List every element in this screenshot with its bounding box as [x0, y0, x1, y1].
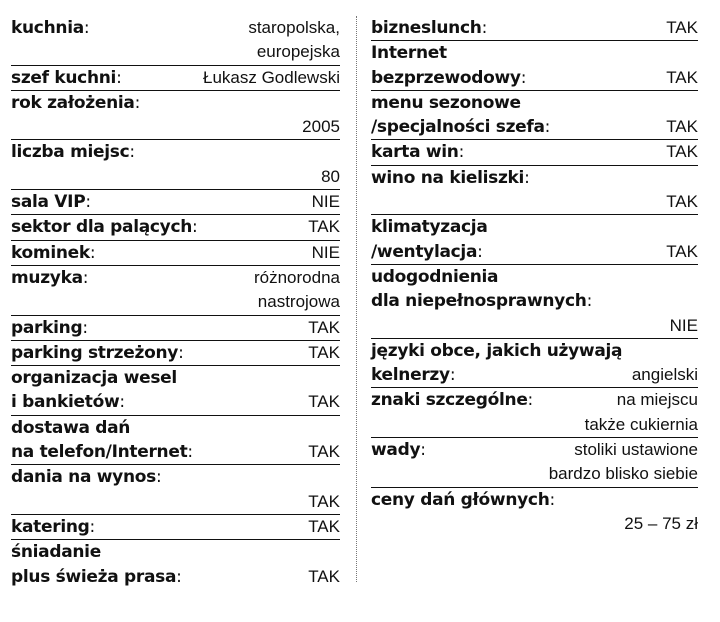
info-value: TAK: [666, 18, 698, 37]
info-value: także cukiernia: [584, 414, 698, 434]
info-label-text: dla niepełnosprawnych: [371, 291, 587, 312]
info-label: [371, 438, 426, 462]
info-value: TAK: [666, 142, 698, 162]
info-label: [371, 488, 555, 512]
label-colon: :: [116, 67, 122, 88]
info-value: angielski: [631, 365, 698, 385]
label-colon: :: [85, 192, 91, 213]
info-row-line: [371, 363, 698, 387]
label-colon: :: [129, 142, 135, 163]
info-row-line: [11, 341, 340, 365]
info-row-line: [371, 91, 698, 115]
info-row-line: [11, 165, 340, 189]
info-row-line: [11, 390, 340, 414]
info-label: [371, 66, 526, 90]
info-row: [11, 16, 340, 66]
info-label-text: kuchnia: [11, 18, 84, 38]
info-row-line: [371, 289, 698, 313]
info-row: [371, 488, 698, 537]
info-label: [371, 339, 622, 363]
info-label-text: ceny dań głównych: [371, 489, 550, 510]
info-label-text: dania na wynos: [11, 467, 156, 488]
info-value: europejska: [256, 42, 340, 62]
info-label: [11, 416, 130, 440]
info-value: TAK: [308, 392, 340, 412]
label-colon: :: [119, 392, 125, 413]
label-colon: :: [178, 342, 184, 363]
info-label-text: sektor dla palących: [11, 217, 193, 238]
label-colon: :: [134, 92, 141, 113]
info-label-text: menu sezonowe: [371, 92, 521, 113]
info-row-line: [11, 440, 340, 464]
info-row-line: [11, 215, 340, 239]
info-row-line: [11, 241, 340, 265]
info-label: [11, 540, 101, 564]
info-row-line: [11, 266, 340, 290]
label-colon: :: [449, 365, 456, 386]
info-row: [11, 241, 340, 266]
info-label: [371, 41, 447, 65]
info-row: [11, 91, 340, 141]
info-row: [371, 166, 698, 216]
info-label: [11, 515, 95, 539]
info-label: [371, 289, 592, 313]
info-row: [11, 140, 340, 190]
info-label: [371, 240, 483, 264]
info-label: [371, 91, 521, 115]
info-row-line: [11, 416, 340, 440]
label-colon: :: [83, 18, 90, 38]
info-label: [11, 266, 88, 290]
info-value: TAK: [666, 241, 698, 261]
info-label-text: śniadanie: [11, 542, 101, 563]
info-row-line: [11, 190, 340, 214]
info-row-line: [11, 515, 340, 539]
label-colon: :: [527, 390, 533, 411]
info-row: [371, 41, 698, 91]
info-label: [11, 565, 182, 589]
info-label-text: muzyka: [11, 267, 83, 288]
info-label: [371, 363, 455, 387]
info-label-text: udogodnienia: [371, 266, 499, 287]
info-row-line: [11, 540, 340, 564]
info-label-text: kelnerzy: [371, 365, 450, 386]
info-row-line: [11, 16, 340, 40]
info-label: [11, 16, 89, 40]
info-label-text: /specjalności szefa: [371, 117, 545, 138]
label-colon: :: [524, 167, 530, 188]
info-label-text: karta win: [371, 142, 459, 163]
info-value: TAK: [308, 516, 340, 536]
label-colon: :: [544, 117, 551, 138]
info-row-line: [11, 290, 340, 314]
info-value: na miejscu: [616, 390, 698, 410]
info-row: [371, 16, 698, 41]
info-row: [11, 66, 340, 91]
info-value: TAK: [308, 217, 340, 237]
info-row: [371, 215, 698, 265]
info-value: NIE: [311, 192, 340, 212]
info-label: [11, 341, 184, 365]
info-value: 25 – 75 zł: [624, 513, 698, 533]
info-label: [11, 465, 161, 489]
info-row-line: [371, 66, 698, 90]
info-row-line: [371, 488, 698, 512]
info-label-text: na telefon/Internet: [11, 442, 188, 463]
info-label-text: organizacja wesel: [11, 368, 177, 389]
label-colon: :: [458, 142, 465, 163]
label-colon: :: [481, 18, 487, 38]
info-row: [11, 341, 340, 366]
label-colon: :: [89, 242, 96, 263]
info-value: stoliki ustawione: [574, 440, 698, 460]
info-label: [11, 215, 197, 239]
info-label: [371, 166, 530, 190]
info-label: [11, 140, 135, 164]
info-label-text: rok założenia: [11, 92, 135, 113]
info-row: [371, 438, 698, 488]
info-row: [11, 215, 340, 240]
info-label-text: /wentylacja: [371, 241, 478, 262]
label-colon: :: [82, 267, 89, 288]
label-colon: :: [155, 467, 162, 488]
info-row-line: [11, 140, 340, 164]
info-label-text: kominek: [11, 242, 90, 263]
info-label: [371, 215, 488, 239]
info-column-left: [11, 16, 340, 589]
info-row-line: [11, 490, 340, 514]
info-label-text: Internet: [371, 43, 447, 64]
info-value: bardzo blisko siebie: [548, 464, 698, 484]
info-label-text: klimatyzacja: [371, 217, 488, 238]
info-row-line: [371, 140, 698, 164]
label-colon: :: [586, 291, 592, 312]
info-row: [371, 265, 698, 339]
info-row-line: [371, 41, 698, 65]
info-label: [371, 388, 533, 412]
info-value: TAK: [666, 117, 698, 137]
info-row: [371, 339, 698, 389]
label-colon: :: [187, 442, 193, 463]
info-label-text: bizneslunch: [371, 18, 482, 38]
info-row-line: [371, 462, 698, 486]
info-label-text: bezprzewodowy: [371, 67, 521, 88]
info-label: [11, 366, 177, 390]
info-row-line: [11, 565, 340, 589]
info-label: [371, 16, 487, 40]
info-column-right: [371, 16, 698, 536]
info-row-line: [371, 115, 698, 139]
info-value: nastrojowa: [257, 292, 340, 312]
info-row-line: [371, 190, 698, 214]
info-row-line: [371, 240, 698, 264]
info-label: [11, 66, 122, 90]
info-row-line: [371, 438, 698, 462]
column-separator: [356, 16, 357, 582]
info-label-text: dostawa dań: [11, 417, 131, 438]
info-label: [11, 390, 125, 414]
info-value: TAK: [666, 67, 698, 87]
info-value: TAK: [308, 491, 340, 511]
info-value: 2005: [302, 117, 340, 137]
info-label-text: i bankietów: [11, 392, 120, 413]
info-row: [11, 190, 340, 215]
info-label-text: parking strzeżony: [11, 342, 179, 363]
info-value: Łukasz Godlewski: [202, 67, 340, 87]
info-row-line: [371, 265, 698, 289]
info-label-text: sala VIP: [11, 192, 86, 213]
info-row-line: [11, 115, 340, 139]
info-label: [11, 190, 91, 214]
info-label: [371, 140, 464, 164]
info-row: [11, 316, 340, 341]
label-colon: :: [192, 217, 198, 238]
info-row-line: [371, 388, 698, 412]
info-label: [11, 316, 88, 340]
info-label-text: liczba miejsc: [11, 142, 130, 163]
info-value: staropolska,: [248, 18, 340, 37]
info-row: [11, 540, 340, 589]
info-value: TAK: [308, 342, 340, 362]
info-label-text: katering: [11, 516, 90, 537]
info-row: [11, 266, 340, 316]
info-row-line: [11, 66, 340, 90]
info-row: [371, 140, 698, 165]
info-label-text: znaki szczególne: [371, 390, 528, 411]
info-row: [11, 416, 340, 466]
info-label-text: wady: [371, 440, 421, 461]
info-value: różnorodna: [253, 267, 340, 287]
label-colon: :: [549, 489, 555, 510]
info-row: [371, 388, 698, 438]
label-colon: :: [82, 317, 88, 338]
info-value: TAK: [666, 192, 698, 212]
info-row-line: [371, 413, 698, 437]
info-value: TAK: [308, 442, 340, 462]
info-row: [11, 465, 340, 515]
info-label: [11, 91, 140, 115]
info-value: NIE: [311, 242, 340, 262]
info-row-line: [11, 91, 340, 115]
info-row: [11, 366, 340, 416]
info-row-line: [371, 512, 698, 536]
label-colon: :: [420, 440, 426, 461]
info-value: TAK: [308, 566, 340, 586]
info-value: TAK: [308, 317, 340, 337]
info-label: [11, 440, 193, 464]
label-colon: :: [520, 67, 527, 88]
info-row: [371, 91, 698, 141]
info-label-text: szef kuchni: [11, 67, 117, 88]
info-row-line: [371, 16, 698, 40]
info-value: NIE: [669, 315, 698, 335]
info-row-line: [371, 215, 698, 239]
info-row-line: [371, 314, 698, 338]
info-row-line: [11, 40, 340, 64]
info-label-text: wino na kieliszki: [371, 167, 525, 188]
label-colon: :: [176, 566, 182, 587]
info-label-text: języki obce, jakich używają: [371, 340, 623, 361]
label-colon: :: [89, 516, 95, 537]
info-label: [371, 115, 550, 139]
info-row-line: [371, 339, 698, 363]
info-row-line: [11, 316, 340, 340]
label-colon: :: [477, 241, 483, 262]
info-label-text: plus świeża prasa: [11, 566, 177, 587]
info-row-line: [371, 166, 698, 190]
info-row-line: [11, 465, 340, 489]
info-row-line: [11, 366, 340, 390]
info-value: 80: [321, 166, 340, 186]
info-label-text: parking: [11, 317, 83, 338]
info-row: [11, 515, 340, 540]
info-label: [371, 265, 498, 289]
info-label: [11, 241, 95, 265]
